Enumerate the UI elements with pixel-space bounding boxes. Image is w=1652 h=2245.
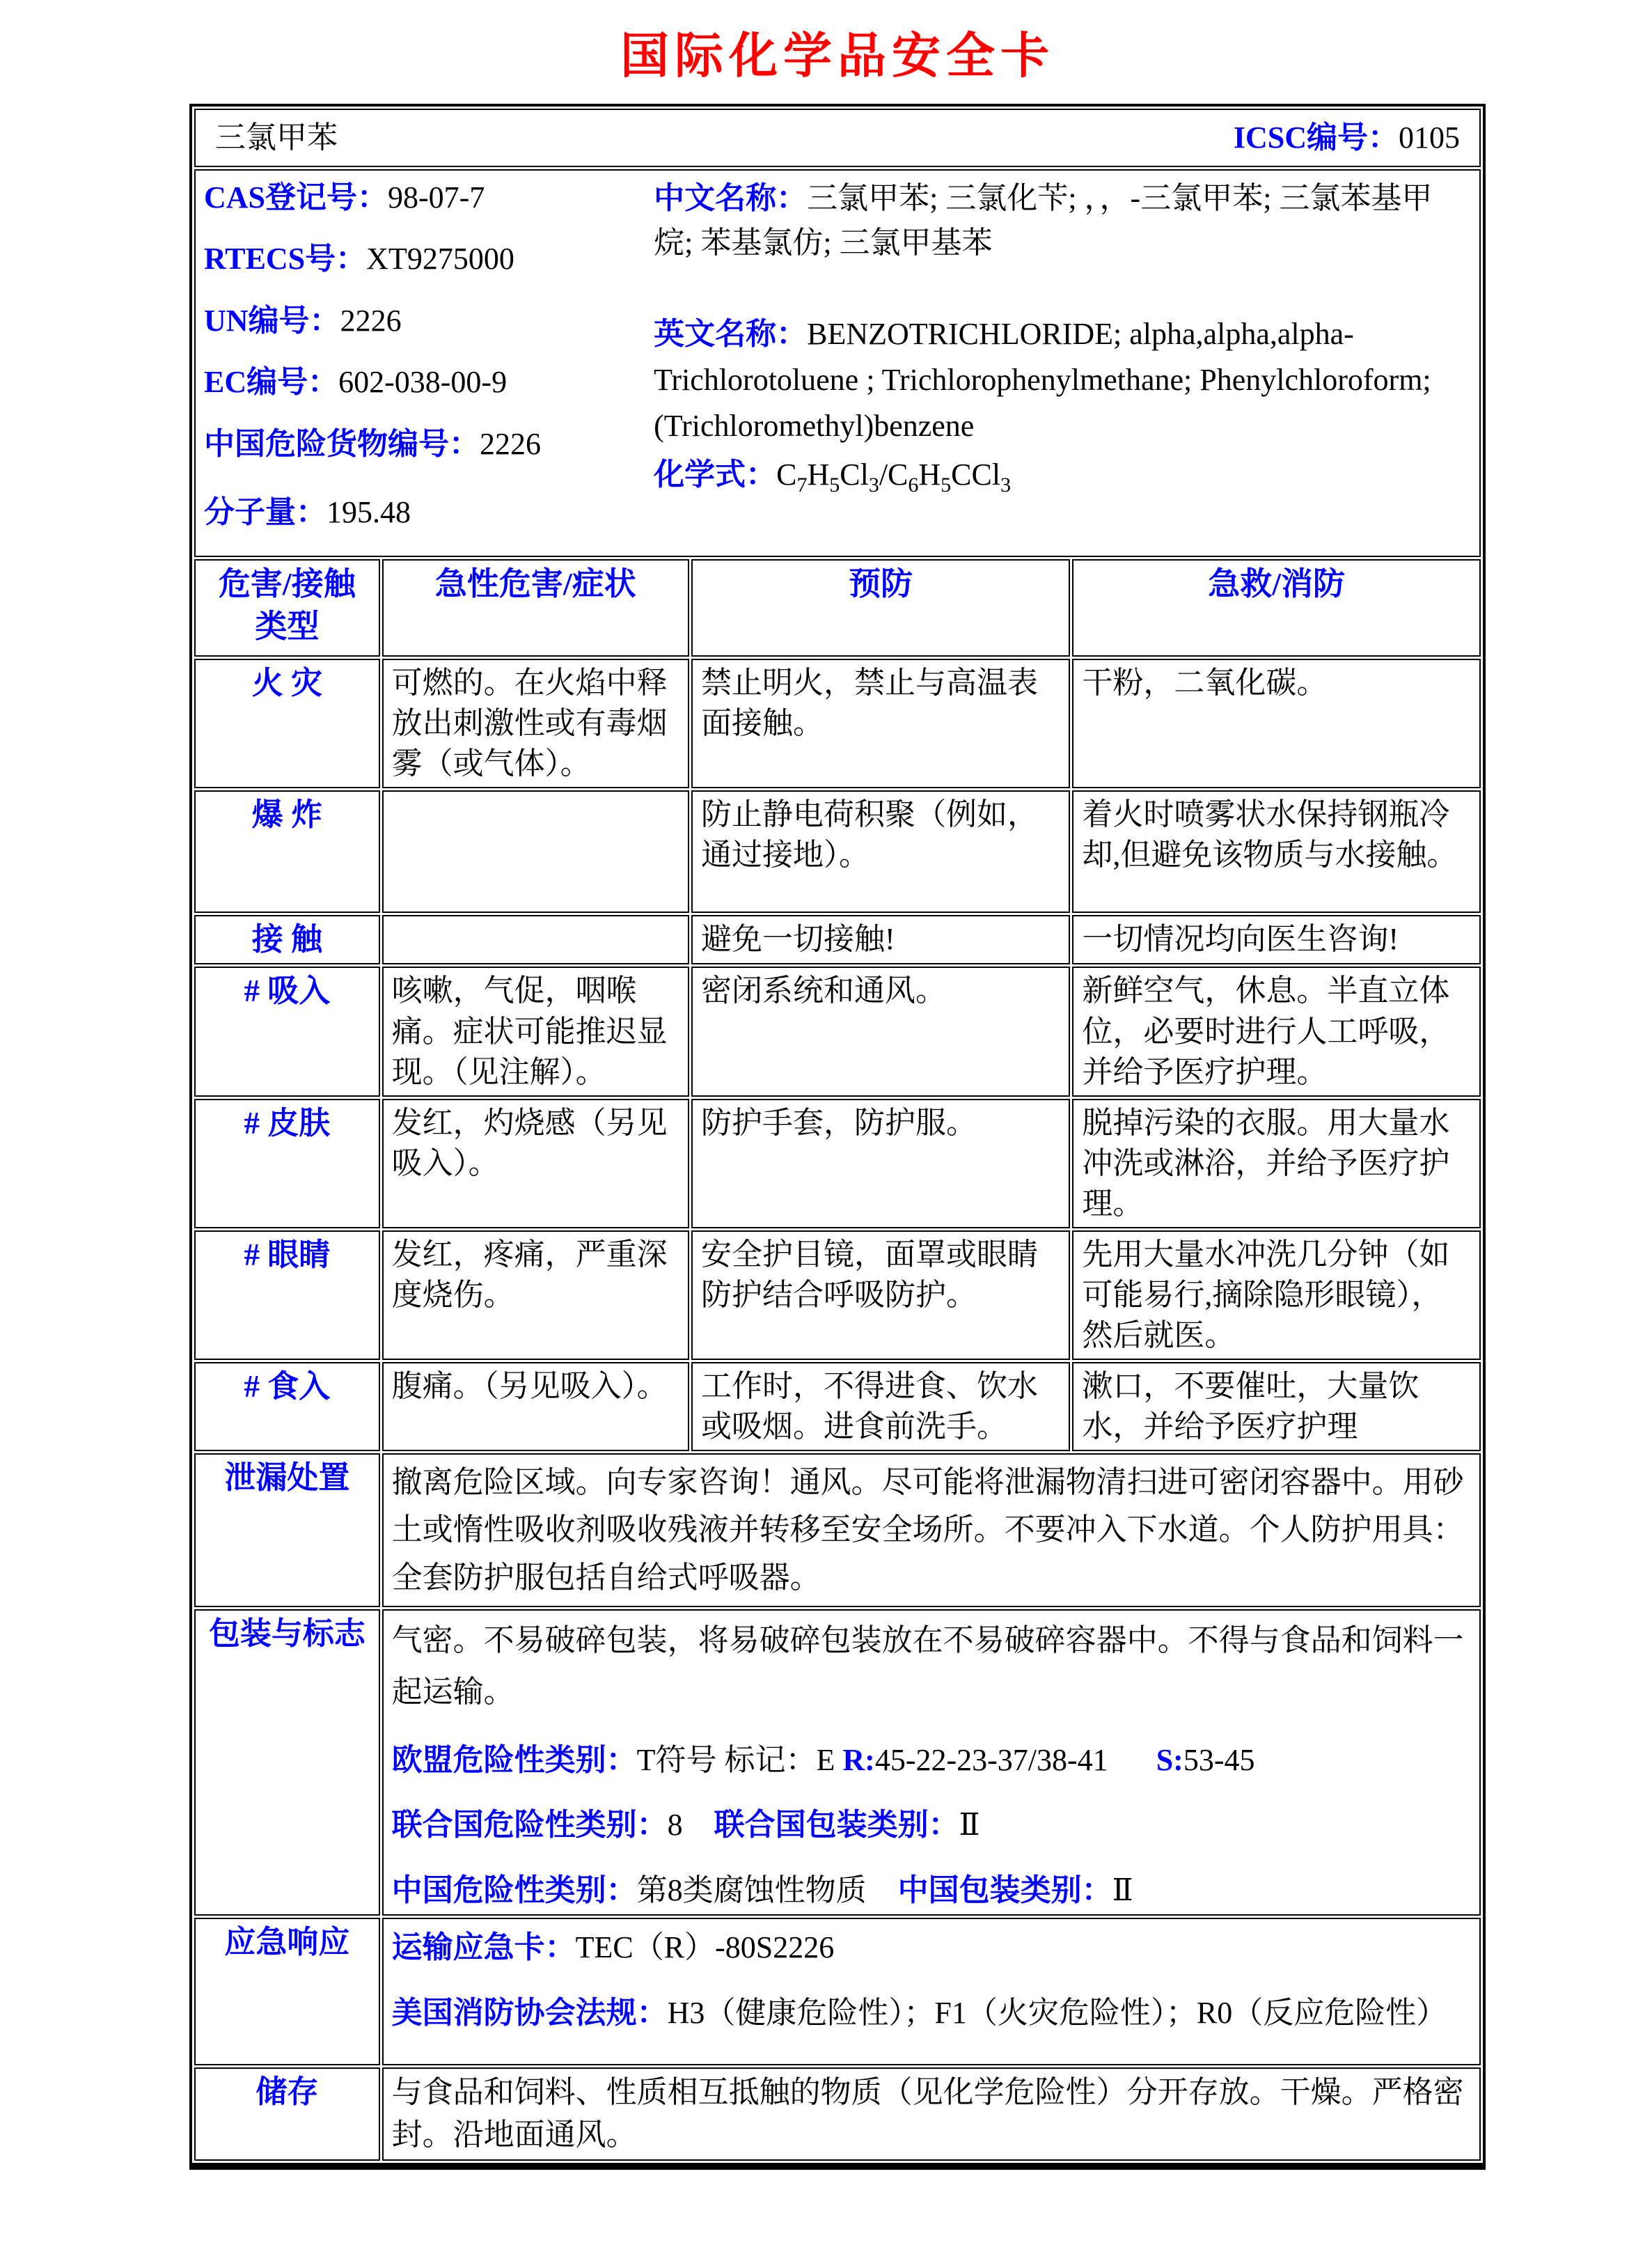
- header-prevention: 预防: [691, 559, 1070, 657]
- eyes-first-aid-cell: 先用大量水冲洗几分钟（如可能易行,摘除隐形眼镜），然后就医。: [1072, 1230, 1481, 1360]
- icsc-label: ICSC编号：: [1233, 120, 1399, 155]
- eyes-prevention-cell: 安全护目镜，面罩或眼睛防护结合呼吸防护。: [691, 1230, 1070, 1360]
- ec-number-line: [204, 361, 654, 404]
- hazard-row-fire: [194, 659, 1481, 788]
- un-pack-label: 联合国包装类别：: [714, 1808, 959, 1843]
- page-title: 国际化学品安全卡: [620, 30, 1055, 84]
- chinese-name-label: 中文名称：: [654, 181, 808, 215]
- s-phrases-label: S:: [1156, 1742, 1183, 1777]
- rtecs-value: XT9275000: [366, 242, 514, 276]
- hazard-row-inhalation: [194, 967, 1481, 1096]
- rtecs-label: RTECS号：: [204, 242, 367, 276]
- ingestion-row-label: # 食入: [194, 1362, 380, 1451]
- spill-disposal-label: 泄漏处置: [194, 1453, 380, 1607]
- storage-row: [194, 2067, 1481, 2160]
- packaging-label: 包装与标志: [194, 1609, 380, 1916]
- card-header-row: [194, 109, 1481, 167]
- storage-text: 与食品和饲料、性质相互抵触的物质（见化学危险性）分开存放。干燥。严格密封。沿地面通风。: [391, 2075, 1464, 2152]
- tec-label: 运输应急卡：: [391, 1930, 576, 1965]
- contact-first-aid-cell: 一切情况均向医生咨询!: [1072, 915, 1481, 964]
- english-name-label: 英文名称：: [654, 316, 808, 351]
- rtecs-number-line: [204, 237, 654, 281]
- card-header-bar: [204, 113, 1471, 163]
- un-class-label: 联合国危险性类别：: [391, 1808, 668, 1843]
- nfpa-label: 美国消防协会法规：: [391, 1996, 668, 2031]
- identification-section: [204, 173, 1471, 553]
- identification-row: [194, 169, 1481, 557]
- fire-row-label: 火 灾: [194, 659, 380, 788]
- un-classification-line: [392, 1804, 1471, 1847]
- storage-cell: [382, 2067, 1481, 2160]
- icsc-number-group: [1234, 118, 1460, 158]
- explosion-row-label: 爆 炸: [194, 790, 380, 913]
- fire-first-aid-cell: 干粉，二氧化碳。: [1072, 659, 1481, 788]
- contact-prevention-cell: 避免一切接触!: [691, 915, 1070, 964]
- emergency-response-cell: [382, 1918, 1481, 2065]
- ingestion-symptoms-cell: 腹痛。（另见吸入）。: [382, 1362, 689, 1451]
- un-pack-value: Ⅱ: [959, 1808, 980, 1843]
- cas-value: 98-07-7: [388, 180, 485, 214]
- header-hazard-type: 危害/接触类型: [194, 559, 380, 657]
- un-value: 2226: [340, 303, 402, 338]
- chinese-name-value: 三氯甲苯; 三氯化苄; ，，-三氯甲苯; 三氯苯基甲烷; 苯基氯仿; 三氯甲基苯: [654, 181, 1433, 260]
- chinese-name-line: [654, 176, 1471, 265]
- molecular-weight-line: [204, 491, 654, 534]
- r-phrases-value: 45-22-23-37/38-41: [874, 1742, 1108, 1777]
- molecular-weight-label: 分子量：: [204, 495, 327, 530]
- emergency-response-row: [194, 1918, 1481, 2065]
- skin-row-label: # 皮肤: [194, 1099, 380, 1228]
- names-column: [654, 173, 1471, 553]
- explosion-prevention-cell: 防止静电荷积聚（例如，通过接地）。: [691, 790, 1070, 913]
- ec-label: EC编号：: [204, 365, 339, 400]
- ec-value: 602-038-00-9: [338, 365, 508, 400]
- molecular-weight-value: 195.48: [327, 495, 411, 530]
- storage-label: 储存: [194, 2067, 380, 2160]
- nfpa-line: [392, 1986, 1471, 2040]
- emergency-response-label: 应急响应: [194, 1918, 380, 2065]
- header-acute-symptoms: 急性危害/症状: [382, 559, 689, 657]
- inhalation-row-label: # 吸入: [194, 967, 380, 1096]
- s-phrases-value: 53-45: [1183, 1742, 1255, 1777]
- r-phrases-label: R:: [842, 1742, 875, 1777]
- eu-class-label: 欧盟危险性类别：: [391, 1742, 637, 1777]
- china-dg-number-line: [204, 423, 654, 466]
- ingestion-first-aid-cell: 漱口，不要催吐，大量饮水，并给予医疗护理: [1072, 1362, 1481, 1451]
- cas-label: CAS登记号：: [204, 180, 388, 214]
- eu-classification-line: [392, 1739, 1471, 1782]
- china-classification-line: [392, 1869, 1471, 1912]
- contact-row-label: 接 触: [194, 915, 380, 964]
- english-name-value: BENZOTRICHLORIDE; alpha,alpha,alpha-Trichlorotoluene ; Trichlorophenylmethane; Phenylchloroform; (Trichloromethyl)benzene: [654, 316, 1431, 443]
- china-pack-value: Ⅱ: [1112, 1872, 1133, 1907]
- packaging-row: [194, 1609, 1481, 1916]
- un-label: UN编号：: [204, 303, 340, 338]
- eyes-symptoms-cell: 发红，疼痛，严重深度烧伤。: [382, 1230, 689, 1360]
- contact-symptoms-cell: [382, 915, 689, 964]
- china-dg-label: 中国危险货物编号：: [204, 426, 480, 461]
- hazard-header-row: [194, 559, 1481, 657]
- eyes-row-label: # 眼睛: [194, 1230, 380, 1360]
- chemical-formula-label: 化学式：: [654, 457, 777, 492]
- spill-disposal-cell: [382, 1453, 1481, 1607]
- china-pack-label: 中国包装类别：: [897, 1872, 1112, 1907]
- safety-card-table: [189, 104, 1486, 2170]
- inhalation-symptoms-cell: 咳嗽，气促，咽喉痛。症状可能推迟显现。（见注解）。: [382, 967, 689, 1096]
- header-first-aid: 急救/消防: [1072, 559, 1481, 657]
- china-class-value: 第8类腐蚀性物质: [636, 1872, 867, 1907]
- english-name-line: [654, 311, 1471, 449]
- packaging-intro-text: 气密。不易破碎包装，将易破碎包装放在不易破碎容器中。不得与食品和饲料一起运输。: [391, 1622, 1464, 1709]
- cas-number-line: [204, 176, 654, 219]
- inhalation-first-aid-cell: 新鲜空气，休息。半直立体位，必要时进行人工呼吸，并给予医疗护理。: [1072, 967, 1481, 1096]
- skin-symptoms-cell: 发红，灼烧感（另见吸入）。: [382, 1099, 689, 1228]
- china-class-label: 中国危险性类别：: [391, 1872, 637, 1907]
- skin-prevention-cell: 防护手套，防护服。: [691, 1099, 1070, 1228]
- china-dg-value: 2226: [480, 426, 541, 461]
- un-class-value: 8: [667, 1808, 683, 1843]
- explosion-symptoms-cell: [382, 790, 689, 913]
- eu-class-value: T符号 标记：E: [636, 1742, 835, 1777]
- registry-numbers-column: [204, 173, 654, 553]
- chemical-formula-line: [654, 455, 1471, 499]
- hazard-row-skin: [194, 1099, 1481, 1228]
- spill-disposal-row: [194, 1453, 1481, 1607]
- hazard-row-eyes: [194, 1230, 1481, 1360]
- explosion-first-aid-cell: 着火时喷雾状水保持钢瓶冷却,但避免该物质与水接触。: [1072, 790, 1481, 913]
- packaging-cell: [382, 1609, 1481, 1916]
- spill-disposal-text: 撤离危险区域。向专家咨询！通风。尽可能将泄漏物清扫进可密闭容器中。用砂土或惰性吸收剂吸收残液并转移至安全场所。不要冲入下水道。个人防护用具：全套防护服包括自给式呼吸器。: [391, 1465, 1464, 1595]
- inhalation-prevention-cell: 密闭系统和通风。: [691, 967, 1070, 1096]
- safety-card-page: [189, 17, 1486, 2170]
- hazard-row-explosion: [194, 790, 1481, 913]
- hazard-row-ingestion: [194, 1362, 1481, 1451]
- transport-emergency-card-line: [392, 1926, 1471, 1969]
- skin-first-aid-cell: 脱掉污染的衣服。用大量水冲洗或淋浴，并给予医疗护理。: [1072, 1099, 1481, 1228]
- substance-name: 三氯甲苯: [215, 120, 338, 155]
- nfpa-value: H3（健康危险性）；F1（火灾危险性）；R0（反应危险性）: [667, 1996, 1447, 2031]
- fire-prevention-cell: 禁止明火，禁止与高温表面接触。: [691, 659, 1070, 788]
- tec-value: TEC（R）-80S2226: [575, 1930, 835, 1965]
- fire-symptoms-cell: 可燃的。在火焰中释放出刺激性或有毒烟雾（或气体）。: [382, 659, 689, 788]
- chemical-formula-value: $C_7H_5Cl_3/C_6H_5CCl_3$: [776, 457, 1012, 496]
- ingestion-prevention-cell: 工作时，不得进食、饮水或吸烟。进食前洗手。: [691, 1362, 1070, 1451]
- icsc-number: 0105: [1399, 120, 1460, 155]
- un-number-line: [204, 299, 654, 343]
- hazard-row-contact: [194, 915, 1481, 964]
